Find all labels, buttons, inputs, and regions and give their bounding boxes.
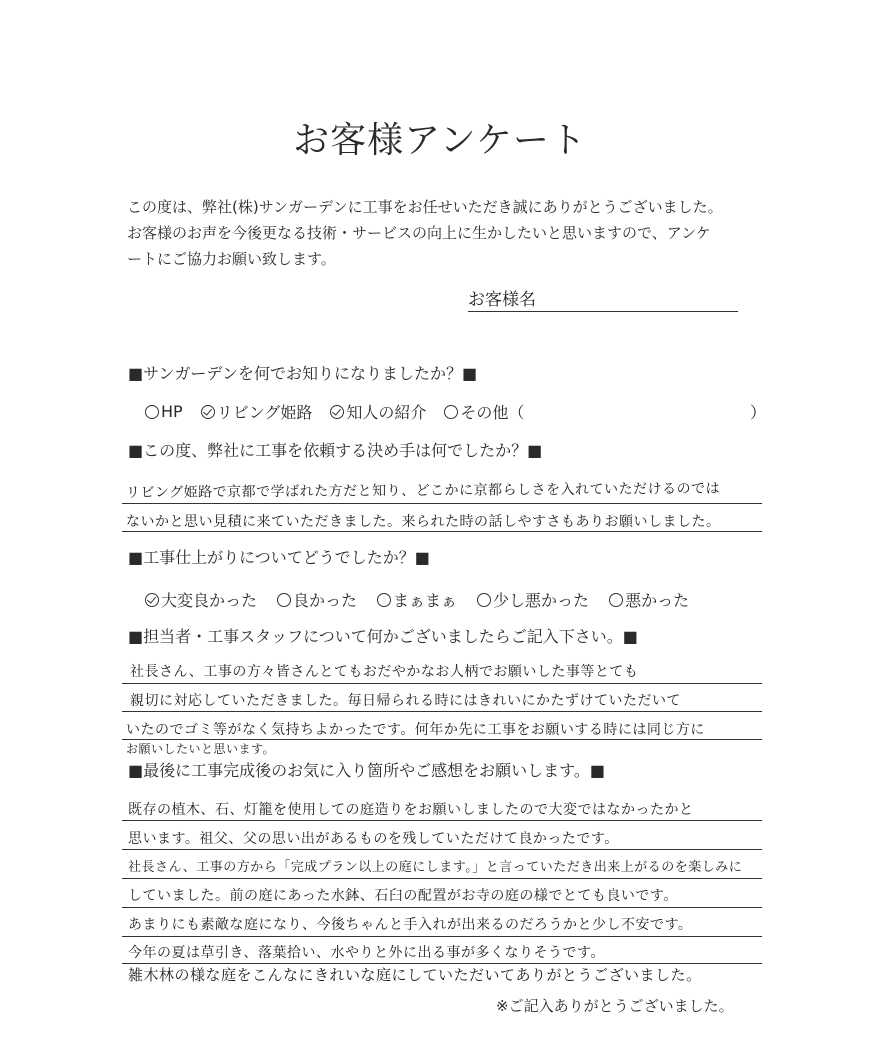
checked-radio-icon xyxy=(145,593,159,607)
checked-radio-icon xyxy=(330,405,344,419)
answer-rule xyxy=(122,907,762,908)
answer-rule xyxy=(122,683,762,684)
option-label: HP xyxy=(161,402,183,421)
q3-options xyxy=(145,588,689,611)
q1-options xyxy=(145,400,524,423)
radio-icon xyxy=(277,593,291,607)
q3-option-somewhat-bad[interactable] xyxy=(477,588,589,611)
question-5: ■最後に工事完成後のお気に入り箇所やご感想をお願いします。■ xyxy=(128,761,605,780)
q5-answer-line: 既存の植木、石、灯籠を使用しての庭造りをお願いしましたので大変ではなかったかと xyxy=(128,802,694,818)
option-label: 知人の紹介 xyxy=(346,403,427,422)
q5-answer-line: あまりにも素敵な庭になり、今後ちゃんと手入れが出来るのだろうかと少し不安です。 xyxy=(128,917,693,933)
customer-name-field[interactable] xyxy=(468,285,738,312)
q3-option-very-good[interactable] xyxy=(145,588,257,611)
intro-line: この度は、弊社(株)サンガーデンに工事をお任せいただき誠にありがとうございました。 xyxy=(127,198,723,216)
closing-note: ※ご記入ありがとうございました。 xyxy=(496,997,734,1015)
radio-icon xyxy=(145,405,159,419)
radio-icon xyxy=(477,593,491,607)
q5-answer-line: 社長さん、工事の方から「完成プラン以上の庭にします。」と言っていただき出来上がるのを楽しみに xyxy=(128,860,743,875)
option-label: 少し悪かった xyxy=(493,591,590,610)
q4-answer-line: 親切に対応していただきました。毎日帰られる時にはきれいにかたずけていただいて xyxy=(130,693,681,709)
option-label: 悪かった xyxy=(625,591,690,610)
q1-option-living-himeji[interactable] xyxy=(201,400,313,423)
q2-answer-line: リビング姫路で京都で学ばれた方だと知り、どこかに京都らしさを入れていただけるのでは xyxy=(125,480,721,502)
q5-answer-line: 雑木林の様な庭をこんなにきれいな庭にしていただいてありがとうございました。 xyxy=(128,966,702,984)
q1-option-hp[interactable] xyxy=(145,400,183,423)
q1-option-referral[interactable] xyxy=(330,400,426,423)
question-1: ■サンガーデンを何でお知りになりましたか？■ xyxy=(128,364,478,383)
q3-option-bad[interactable] xyxy=(609,588,689,611)
q5-answer-line: していました。前の庭にあった水鉢、石臼の配置がお寺の庭の様でとても良いです。 xyxy=(128,888,678,904)
question-2: ■この度、弊社に工事を依頼する決め手は何でしたか？■ xyxy=(128,441,543,460)
answer-rule xyxy=(122,878,762,879)
option-label: まぁまぁ xyxy=(393,591,458,610)
q2-answer-line: ないかと思い見積に来ていただきました。来られた時の話しやすさもありお願いしました。 xyxy=(126,514,721,530)
radio-icon xyxy=(444,405,458,419)
intro-line: お客様のお声を今後更なる技術・サービスの向上に生かしたいと思いますので、アンケ xyxy=(127,224,711,242)
answer-rule xyxy=(122,531,762,532)
q1-option-other[interactable] xyxy=(444,400,524,423)
q5-answer-line: 今年の夏は草引き、落葉拾い、水やりと外に出る事が多くなりそうです。 xyxy=(128,945,605,961)
question-3: ■工事仕上がりについてどうでしたか？■ xyxy=(128,548,430,567)
q3-option-good[interactable] xyxy=(277,588,357,611)
option-label: その他（ xyxy=(460,403,525,422)
option-label: リビング姫路 xyxy=(216,403,313,422)
answer-rule xyxy=(122,936,762,937)
answer-rule xyxy=(122,849,762,850)
page-title: お客様アンケート xyxy=(293,120,587,161)
radio-icon xyxy=(609,593,623,607)
answer-rule xyxy=(122,503,762,504)
option-label: 大変良かった xyxy=(161,591,258,610)
q4-answer-line: お願いしたいと思います。 xyxy=(126,742,276,756)
intro-line: ートにご協力お願い致します。 xyxy=(127,250,336,268)
option-label: 良かった xyxy=(293,591,358,610)
q1-other-close: ） xyxy=(750,403,767,422)
intro-text xyxy=(127,194,787,272)
radio-icon xyxy=(377,593,391,607)
q3-option-average[interactable] xyxy=(377,588,457,611)
q4-answer-line: 社長さん、工事の方々皆さんとてもおだやかなお人柄でお願いした事等とても xyxy=(130,664,639,680)
answer-rule xyxy=(122,711,762,712)
checked-radio-icon xyxy=(201,405,215,419)
q4-answer-line: いたのでゴミ等がなく気持ちよかったです。何年か先に工事をお願いする時には同じ方に xyxy=(126,722,705,738)
q5-answer-line: 思います。祖父、父の思い出があるものを残していただけて良かったです。 xyxy=(128,831,619,847)
answer-rule xyxy=(122,820,762,821)
question-4: ■担当者・工事スタッフについて何かございましたらご記入下さい。■ xyxy=(128,627,638,646)
customer-name-label: お客様名 xyxy=(468,290,536,310)
